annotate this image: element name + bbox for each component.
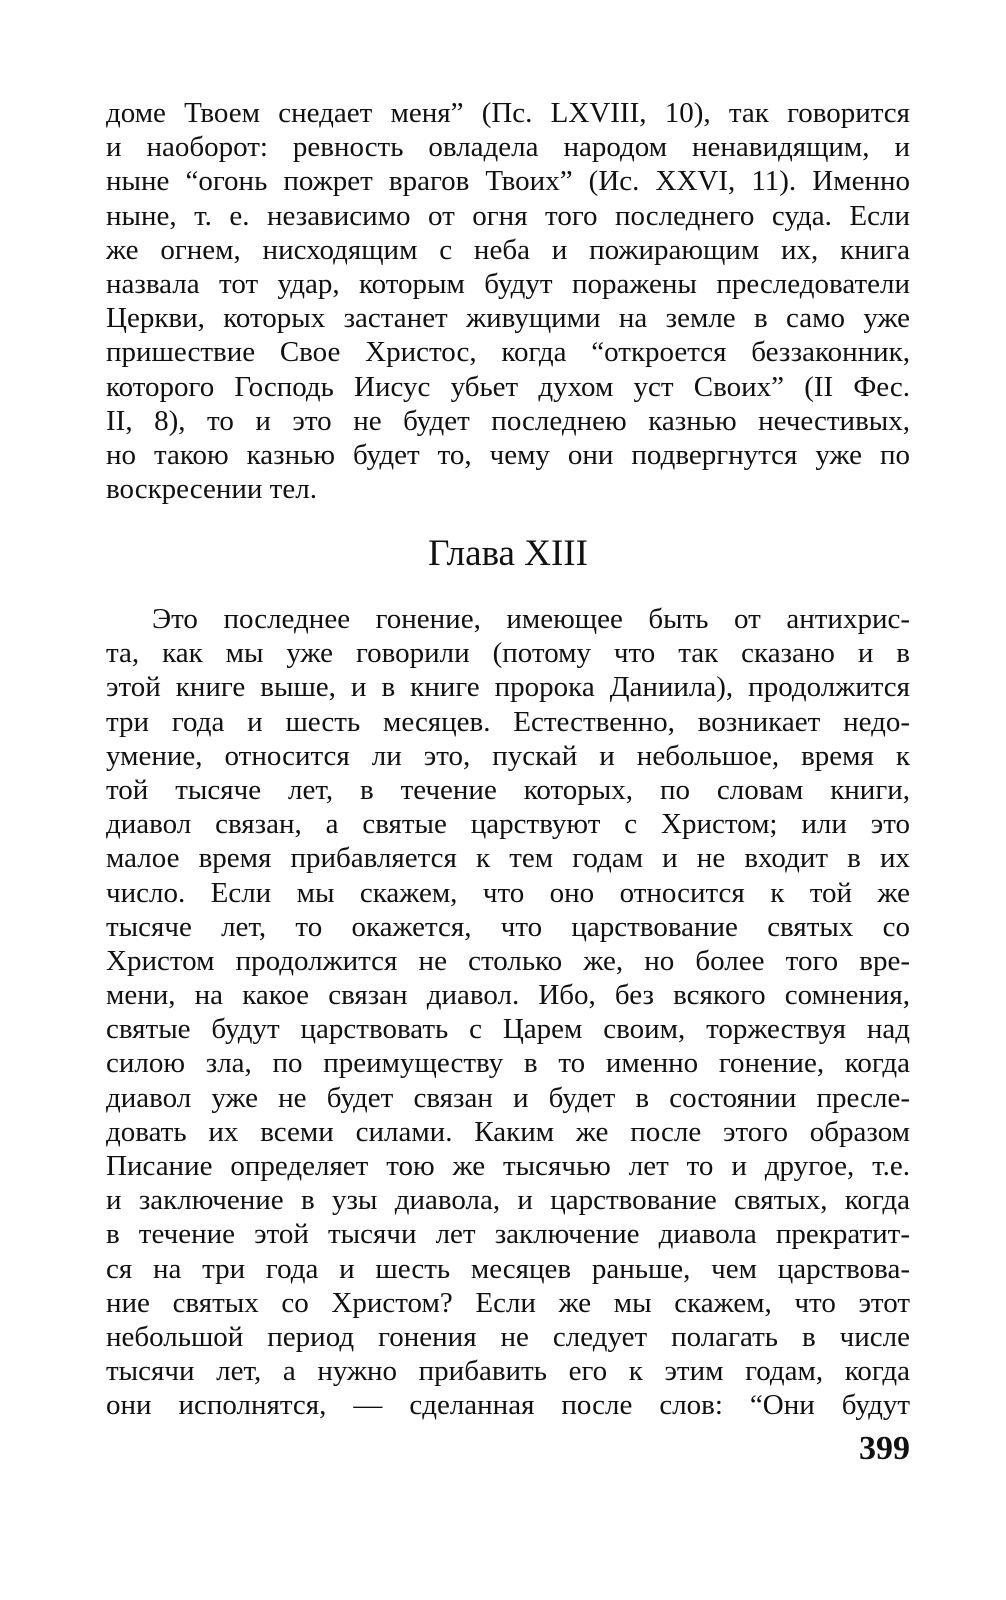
text-line: воскресении тел. — [106, 473, 317, 506]
text-line: и заключение в узы диавола, и царствование святых, когда — [106, 1184, 910, 1217]
text-line: ние святых со Христом? Если же мы скажем, что этот — [106, 1286, 910, 1319]
text-line: небольшой период гонения не следует полагать в числе — [106, 1320, 910, 1353]
text-line: но такою казнью будет то, чему они подвергнутся уже по — [106, 438, 910, 471]
text-line: доме Твоем снедает меня” (Пс. LXVIII, 10), так говорится — [106, 97, 910, 129]
page-number: 399 — [859, 1430, 910, 1467]
continuation-paragraph — [106, 96, 910, 506]
text-line: ныне “огонь пожрет врагов Твоих” (Ис. XXVI, 11). Именно — [106, 165, 910, 198]
text-line: диавол уже не будет связан и будет в состоянии пресле- — [106, 1081, 910, 1114]
chapter-paragraph — [106, 602, 910, 1423]
text-line: и наоборот: ревность овладела народом ненавидящим, и — [106, 131, 910, 164]
text-line: назвала тот удар, которым будут поражены преследователи — [106, 267, 910, 300]
text-line: которого Господь Иисус убьет духом уст Своих” (II Фес. — [106, 370, 910, 403]
text-line: Писание определяет тою же тысячью лет то и другое, т.е. — [106, 1150, 910, 1182]
text-line: тысячи лет, а нужно прибавить его к этим годам, когда — [106, 1355, 910, 1388]
text-line: святые будут царствовать с Царем своим, торжествуя над — [106, 1013, 910, 1046]
text-line: Христом продолжится не столько же, но более того вре- — [106, 944, 910, 977]
text-line: пришествие Свое Христос, когда “откроется беззаконник, — [106, 336, 910, 369]
text-line: этой книге выше, и в книге пророка Даниила), продолжится — [106, 671, 910, 704]
chapter-title: Глава XIII — [428, 533, 588, 574]
text-line: Церкви, которых застанет живущими на земле в само уже — [106, 302, 910, 335]
text-line: умение, относится ли это, пускай и небольшое, время к — [106, 739, 910, 772]
text-line: ныне, т. е. независимо от огня того последнего суда. Если — [106, 199, 910, 232]
text-line: та, как мы уже говорили (потому что так сказано и в — [106, 637, 910, 670]
text-line: довать их всеми силами. Каким же после этого образом — [106, 1115, 910, 1148]
text-line: число. Если мы скажем, что оно относится к той же — [106, 876, 910, 909]
text-line: силою зла, по преимуществу в то именно гонение, когда — [106, 1047, 910, 1080]
text-line: три года и шесть месяцев. Естественно, возникает недо- — [106, 705, 910, 738]
text-line: ся на три года и шесть месяцев раньше, чем царствова- — [106, 1252, 910, 1285]
text-line: мени, на какое связан диавол. Ибо, без всякого сомнения, — [106, 979, 910, 1012]
text-line: же огнем, нисходящим с неба и пожирающим их, книга — [106, 233, 910, 266]
text-line: той тысяче лет, в течение которых, по словам книги, — [106, 773, 910, 806]
text-line: малое время прибавляется к тем годам и не входит в их — [106, 842, 910, 875]
text-line: диавол связан, а святые царствуют с Христом; или это — [106, 808, 910, 841]
text-line: Это последнее гонение, имеющее быть от антихрис- — [152, 603, 910, 635]
text-line: в течение этой тысячи лет заключение диавола прекратит- — [106, 1218, 910, 1251]
text-line: тысяче лет, то окажется, что царствование святых со — [106, 910, 910, 943]
text-line: они исполнятся, — сделанная после слов: “Они будут — [106, 1389, 910, 1422]
text-line: II, 8), то и это не будет последнею казнью нечестивых, — [106, 404, 910, 437]
